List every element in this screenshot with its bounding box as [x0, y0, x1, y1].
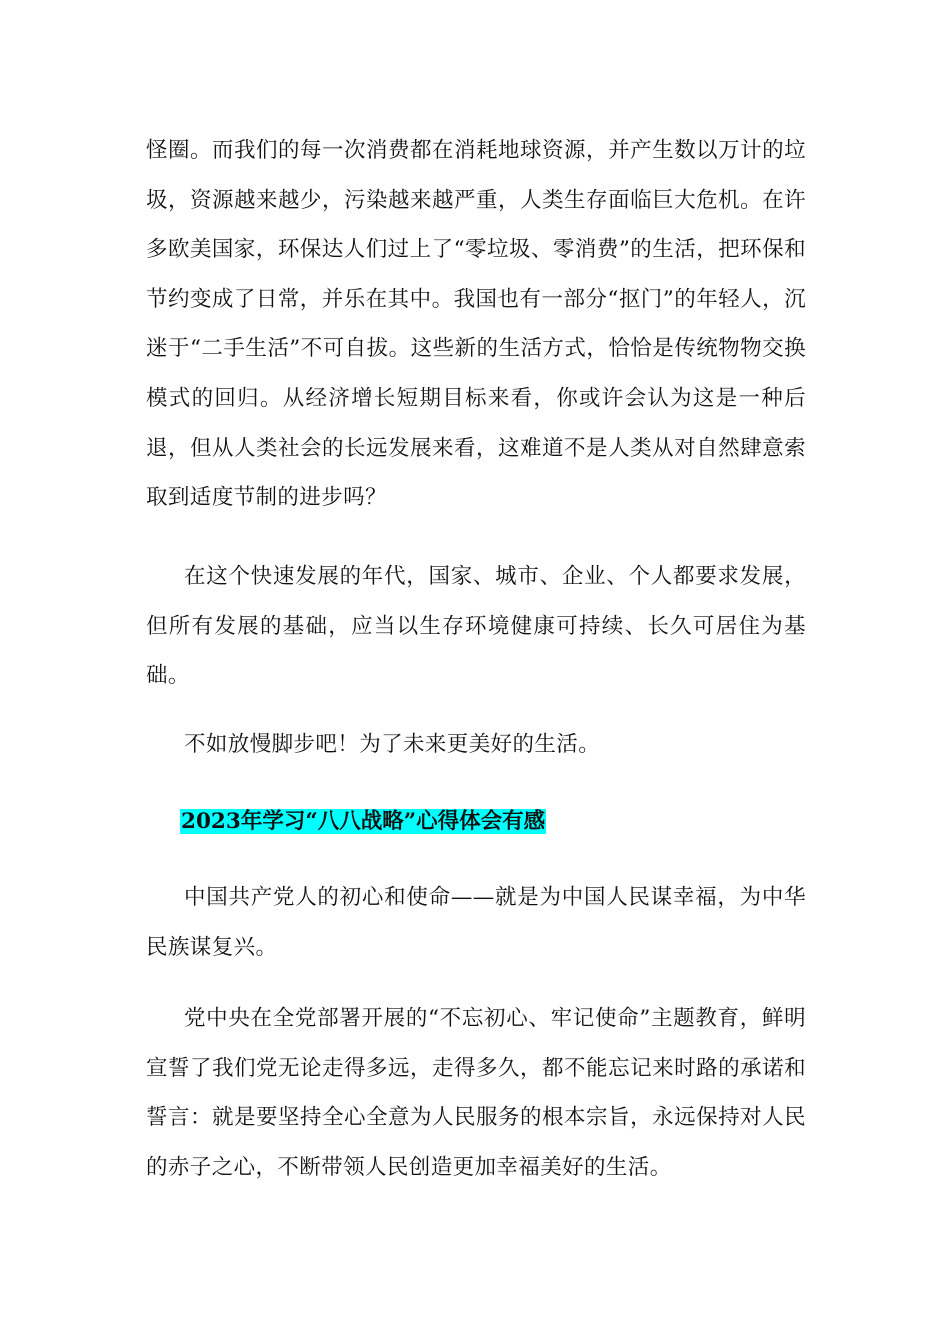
section-heading — [180, 804, 546, 840]
body-paragraph-1: 怪圈。而我们的每一次消费都在消耗地球资源，并产生数以万计的垃圾，资源越来越少，污染越来越严重，人类生存面临巨大危机。在许多欧美国家，环保达人们过上了“零垃圾、零消费”的生活，把环保和节约变成了日常，并乐在其中。我国也有一部分“抠门”的年轻人，沉迷于“二手生活”不可自拔。这些新的生活方式，恰恰是传统物物交换模式的回归。从经济增长短期目标来看，你或许会认为这是一种后退，但从人类社会的长远发展来看，这难道不是人类从对自然肆意索取到适度节制的进步吗？ — [146, 138, 806, 511]
body-paragraph-2: 在这个快速发展的年代，国家、城市、企业、个人都要求发展，但所有发展的基础，应当以生存环境健康可持续、长久可居住为基础。 — [146, 564, 806, 689]
body-paragraph-3: 不如放慢脚步吧！为了未来更美好的生活。 — [184, 732, 601, 757]
section-heading-text: 2023年学习“八八战略”心得体会有感 — [181, 809, 546, 834]
body-paragraph-4: 中国共产党人的初心和使命——就是为中国人民谋幸福，为中华民族谋复兴。 — [146, 885, 806, 960]
body-paragraph-5: 党中央在全党部署开展的“不忘初心、牢记使命”主题教育，鲜明宣誓了我们党无论走得多远，走得多久，都不能忘记来时路的承诺和誓言：就是要坚持全心全意为人民服务的根本宗旨，永远保持对人民的赤子之心，不断带领人民创造更加幸福美好的生活。 — [146, 1006, 806, 1180]
